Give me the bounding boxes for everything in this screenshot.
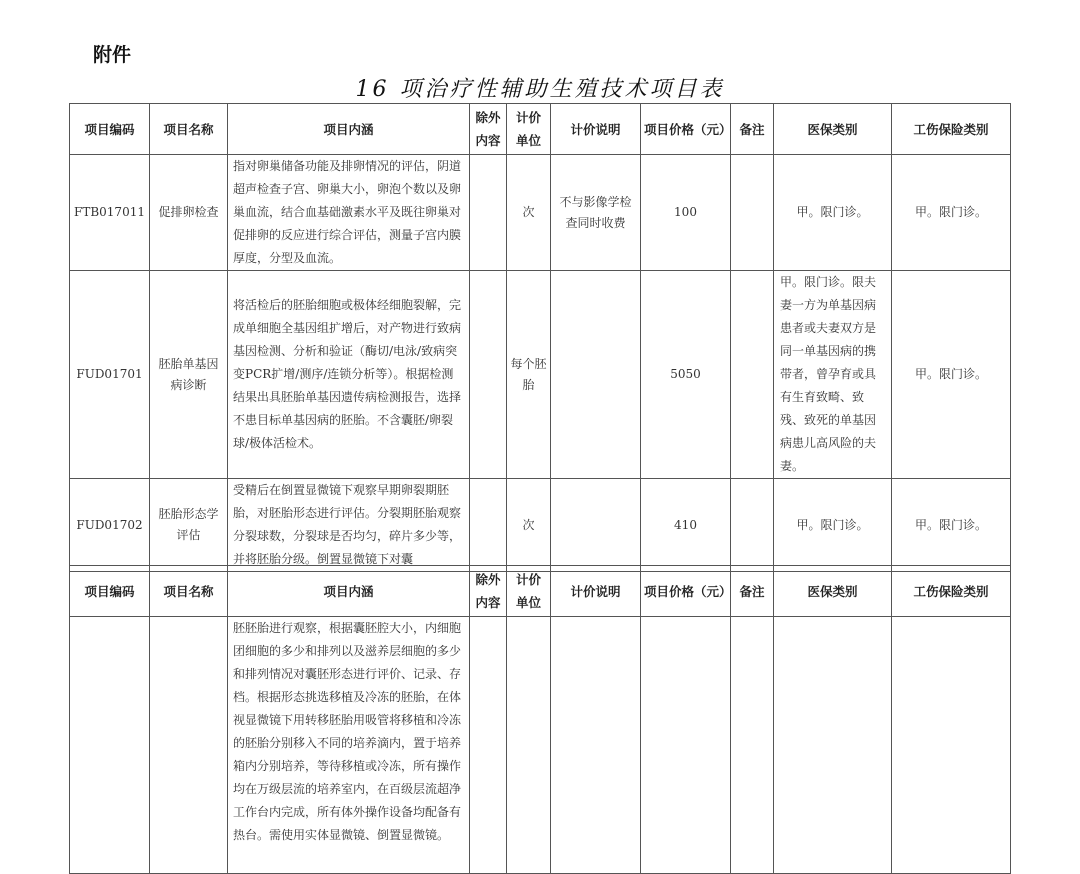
cell-code bbox=[70, 617, 150, 874]
table-row bbox=[70, 271, 1011, 479]
table-row bbox=[70, 155, 1011, 271]
table-header-row bbox=[70, 566, 1011, 617]
header-remarks: 备注 bbox=[731, 566, 774, 617]
header-content: 项目内涵 bbox=[228, 104, 470, 155]
cell-injury-insurance bbox=[892, 617, 1011, 874]
cell-name: 促排卵检查 bbox=[150, 155, 228, 271]
cell-content: 胚胚胎进行观察，根据囊胚腔大小，内细胞团细胞的多少和排列以及滋养层细胞的多少和排列情况对囊胚形态进行评价、记录、存档。根据形态挑选移植及冷冻的胚胎，在体视显微镜下用转移胚胎用吸管将移植和冷冻的胚胎分别移入不同的培养滴内，置于培养箱内分别培养，等待移植或冷冻，所有操作均在万级层流的培养室内，在百级层流超净工作台内完成，所有体外操作设备均配备有热台。需使用实体显微镜、倒置显微镜。 bbox=[228, 617, 470, 874]
cell-unit: 每个胚胎 bbox=[507, 271, 551, 479]
header-excluded: 除外内容 bbox=[470, 104, 507, 155]
cell-injury-insurance: 甲。限门诊。 bbox=[892, 479, 1011, 572]
header-unit: 计价单位 bbox=[507, 566, 551, 617]
header-injury-insurance: 工伤保险类别 bbox=[892, 104, 1011, 155]
header-medical-insurance: 医保类别 bbox=[774, 566, 892, 617]
document-title: 16 项治疗性辅助生殖技术项目表 bbox=[355, 77, 725, 102]
cell-unit bbox=[507, 617, 551, 874]
cell-pricing-note bbox=[551, 271, 641, 479]
cell-content: 受精后在倒置显微镜下观察早期卵裂期胚胎，对胚胎形态进行评估。分裂期胚胎观察分裂球数，分裂球是否均匀，碎片多少等，并将胚胎分级。倒置显微镜下对囊 bbox=[228, 479, 470, 572]
header-pricing-note: 计价说明 bbox=[551, 566, 641, 617]
cell-medical-insurance: 甲。限门诊。 bbox=[774, 479, 892, 572]
cell-remarks bbox=[731, 155, 774, 271]
cell-pricing-note: 不与影像学检查同时收费 bbox=[551, 155, 641, 271]
cell-injury-insurance: 甲。限门诊。 bbox=[892, 155, 1011, 271]
cell-code: FUD01702 bbox=[70, 479, 150, 572]
cell-medical-insurance: 甲。限门诊。 bbox=[774, 155, 892, 271]
table-row bbox=[70, 617, 1011, 874]
header-medical-insurance: 医保类别 bbox=[774, 104, 892, 155]
cell-price bbox=[641, 617, 731, 874]
cell-medical-insurance bbox=[774, 617, 892, 874]
cell-excluded bbox=[470, 155, 507, 271]
cell-content: 将活检后的胚胎细胞或极体经细胞裂解，完成单细胞全基因组扩增后，对产物进行致病基因检测、分析和验证（酶切/电泳/致病突变PCR扩增/测序/连锁分析等）。根据检测结果出具胚胎单基因遗传病检测报告，选择不患目标单基因病的胚胎。不含囊胚/卵裂球/极体活检术。 bbox=[228, 271, 470, 479]
header-name: 项目名称 bbox=[150, 104, 228, 155]
cell-injury-insurance: 甲。限门诊。 bbox=[892, 271, 1011, 479]
cell-name: 胚胎单基因病诊断 bbox=[150, 271, 228, 479]
header-remarks: 备注 bbox=[731, 104, 774, 155]
cell-name bbox=[150, 617, 228, 874]
header-price: 项目价格（元） bbox=[641, 104, 731, 155]
header-code: 项目编码 bbox=[70, 104, 150, 155]
header-price: 项目价格（元） bbox=[641, 566, 731, 617]
cell-excluded bbox=[470, 271, 507, 479]
cell-remarks bbox=[731, 617, 774, 874]
cell-remarks bbox=[731, 271, 774, 479]
header-content: 项目内涵 bbox=[228, 566, 470, 617]
cell-price: 100 bbox=[641, 155, 731, 271]
project-table-page-1 bbox=[69, 103, 1011, 572]
cell-pricing-note bbox=[551, 617, 641, 874]
attachment-label: 附件 bbox=[93, 44, 132, 66]
cell-name: 胚胎形态学评估 bbox=[150, 479, 228, 572]
header-excluded: 除外内容 bbox=[470, 566, 507, 617]
cell-medical-insurance: 甲。限门诊。限夫妻一方为单基因病患者或夫妻双方是同一单基因病的携带者，曾孕育或具有生育致畸、致残、致死的单基因病患儿高风险的夫妻。 bbox=[774, 271, 892, 479]
cell-excluded bbox=[470, 479, 507, 572]
header-code: 项目编码 bbox=[70, 566, 150, 617]
cell-content: 指对卵巢储备功能及排卵情况的评估，阴道超声检查子宫、卵巢大小，卵泡个数以及卵巢血流，结合血基础激素水平及既往卵巢对促排卵的反应进行综合评估，测量子宫内膜厚度，分型及血流。 bbox=[228, 155, 470, 271]
table-header-row bbox=[70, 104, 1011, 155]
cell-pricing-note bbox=[551, 479, 641, 572]
cell-code: FUD01701 bbox=[70, 271, 150, 479]
header-pricing-note: 计价说明 bbox=[551, 104, 641, 155]
cell-remarks bbox=[731, 479, 774, 572]
header-name: 项目名称 bbox=[150, 566, 228, 617]
table-row bbox=[70, 479, 1011, 572]
cell-price: 5050 bbox=[641, 271, 731, 479]
cell-excluded bbox=[470, 617, 507, 874]
header-injury-insurance: 工伤保险类别 bbox=[892, 566, 1011, 617]
cell-code: FTB017011 bbox=[70, 155, 150, 271]
cell-price: 410 bbox=[641, 479, 731, 572]
header-unit: 计价单位 bbox=[507, 104, 551, 155]
cell-unit: 次 bbox=[507, 479, 551, 572]
cell-unit: 次 bbox=[507, 155, 551, 271]
project-table-page-2 bbox=[69, 565, 1011, 874]
